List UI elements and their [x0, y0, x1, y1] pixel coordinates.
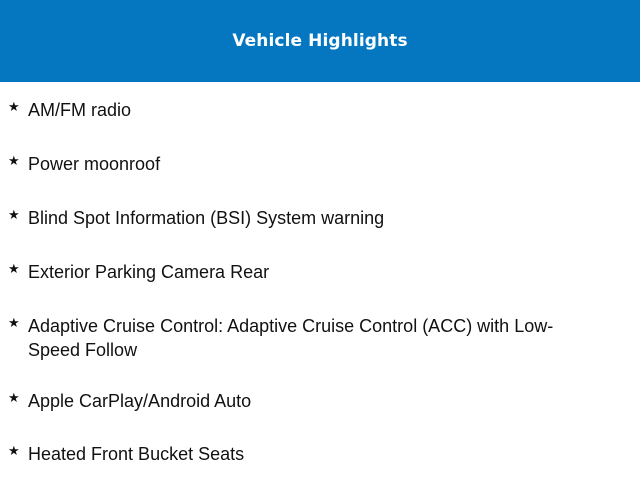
page-title: Vehicle Highlights [232, 31, 408, 51]
highlight-label: Apple CarPlay/Android Auto [28, 391, 252, 411]
highlight-label: Adaptive Cruise Control: Adaptive Cruise Control (ACC) with Low-Speed Follow [28, 316, 554, 360]
star-icon: ★ [8, 100, 20, 115]
highlight-label: Exterior Parking Camera Rear [28, 262, 270, 282]
star-icon: ★ [8, 391, 20, 406]
header-banner [0, 0, 640, 82]
highlight-label: Blind Spot Information (BSI) System warning [28, 208, 385, 228]
star-icon: ★ [8, 154, 20, 169]
star-icon: ★ [8, 444, 20, 459]
highlight-label: AM/FM radio [28, 100, 132, 120]
highlight-label: Power moonroof [28, 154, 161, 174]
star-icon: ★ [8, 316, 20, 331]
highlight-label: Heated Front Bucket Seats [28, 444, 245, 464]
star-icon: ★ [8, 208, 20, 223]
star-icon: ★ [8, 262, 20, 277]
